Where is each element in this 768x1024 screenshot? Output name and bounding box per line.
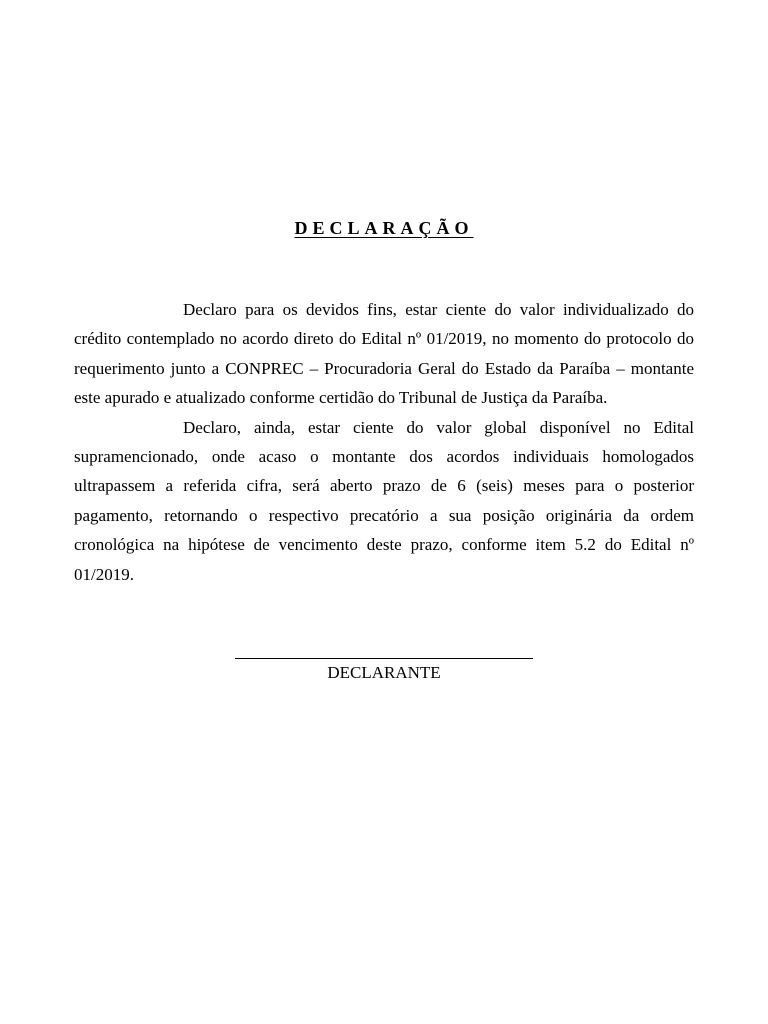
paragraph-1: Declaro para os devidos fins, estar ciente do valor individualizado do crédito contemplado no acordo direto do Edital nº 01/2019, no momento do protocolo do requerimento junto a CONPREC – Procuradoria Geral do Estado da Paraíba – montante este apurado e atualizado conforme certidão do Tribunal de Justiça da Paraíba. — [74, 300, 694, 408]
signature-line — [235, 641, 533, 659]
document-body — [74, 295, 694, 589]
document-title: DECLARAÇÃO — [294, 218, 474, 238]
paragraph-2: Declaro, ainda, estar ciente do valor global disponível no Edital supramencionado, onde acaso o montante dos acordos individuais homologados ultrapassem a referida cifra, será aberto prazo de 6 (seis) meses para o posterior pagamento, retornando o respectivo precatório a sua posição originária da ordem cronológica na hipótese de vencimento deste prazo, conforme item 5.2 do Edital nº 01/2019. — [74, 417, 694, 584]
signature-block — [0, 641, 768, 682]
signature-label: DECLARANTE — [327, 663, 441, 682]
